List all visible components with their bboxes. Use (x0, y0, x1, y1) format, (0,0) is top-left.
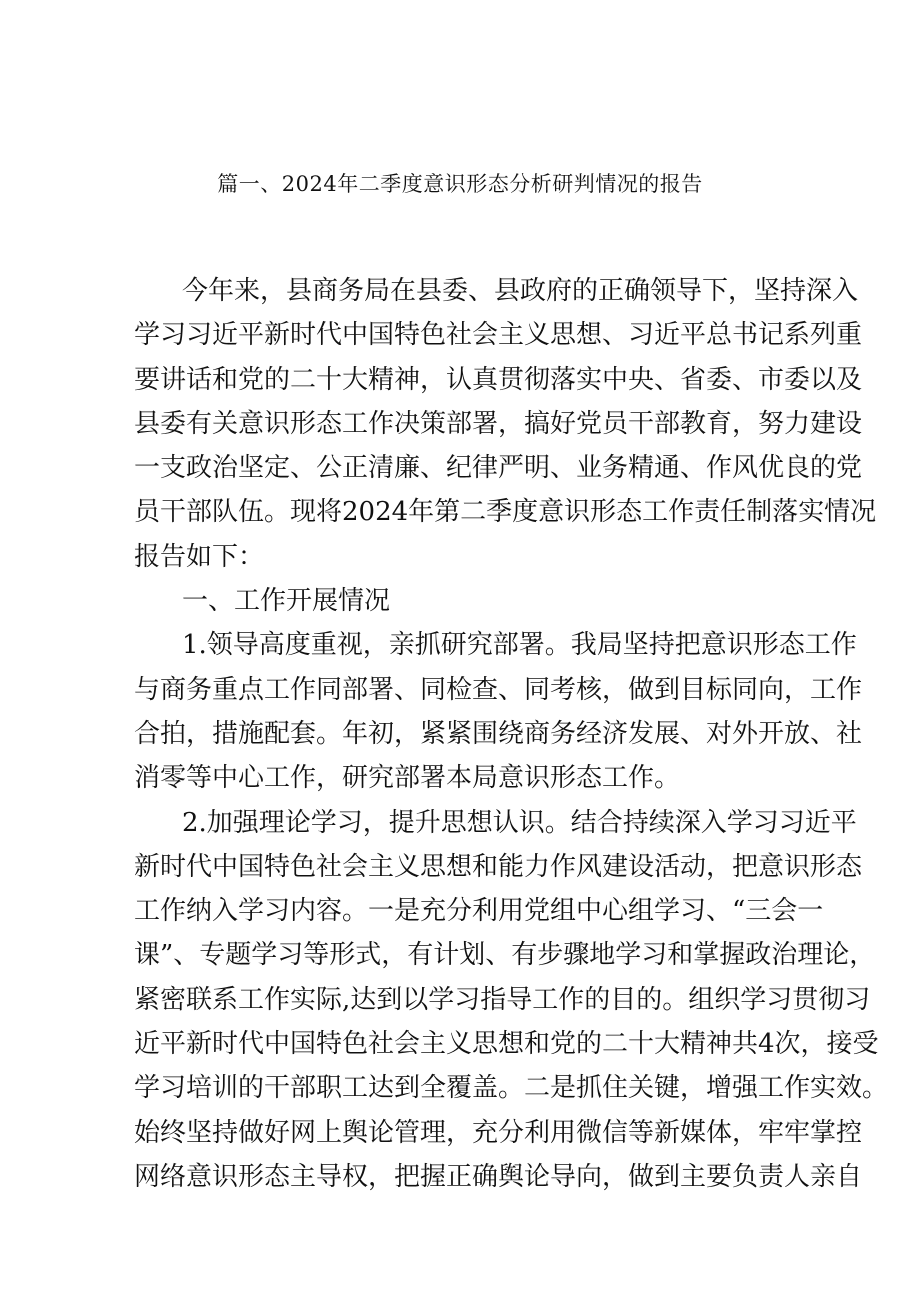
text-line: 网络意识形态主导权，把握正确舆论导向，做到主要负责人亲自 (134, 1161, 863, 1192)
text-line: 1.领导高度重视，亲抓研究部署。我局坚持把意识形态工作 (182, 630, 857, 661)
text-line: 始终坚持做好网上舆论管理，充分利用微信等新媒体，牢牢掌控 (134, 1117, 863, 1148)
text-line: 报告如下： (134, 541, 265, 572)
text-line: 一支政治坚定、公正清廉、纪律严明、业务精通、作风优良的党 (134, 453, 863, 484)
document-body (134, 269, 889, 1199)
text-line: 消零等中心工作，研究部署本局意识形态工作。 (134, 763, 681, 794)
text-line: 2.加强理论学习，提升思想认识。结合持续深入学习习近平 (182, 807, 857, 838)
text-line: 新时代中国特色社会主义思想和能力作风建设活动，把意识形态 (134, 851, 863, 882)
text-line: 县委有关意识形态工作决策部署，搞好党员干部教育，努力建设 (134, 408, 863, 439)
document-title: 篇一、2024年二季度意识形态分析研判情况的报告 (217, 172, 703, 196)
text-line: 近平新时代中国特色社会主义思想和党的二十大精神共4次，接受 (134, 1029, 879, 1060)
text-line: 工作纳入学习内容。一是充分利用党组中心组学习、“三会一 (134, 896, 824, 927)
text-line: 员干部队伍。现将2024年第二季度意识形态工作责任制落实情况 (134, 497, 877, 528)
text-line: 要讲话和党的二十大精神，认真贯彻落实中央、省委、市委以及 (134, 364, 863, 395)
text-line: 今年来，县商务局在县委、县政府的正确领导下，坚持深入 (182, 276, 859, 306)
section-heading: 一、工作开展情况 (182, 586, 391, 617)
text-line: 与商务重点工作同部署、同检查、同考核，做到目标同向，工作 (134, 674, 863, 705)
text-line: 学习习近平新时代中国特色社会主义思想、习近平总书记系列重 (134, 320, 863, 351)
text-line: 课”、专题学习等形式，有计划、有步骤地学习和掌握政治理论， (134, 940, 876, 971)
text-line: 紧密联系工作实际,达到以学习指导工作的目的。组织学习贯彻习 (134, 984, 871, 1015)
text-line: 合拍，措施配套。年初，紧紧围绕商务经济发展、对外开放、社 (134, 718, 863, 749)
text-line: 学习培训的干部职工达到全覆盖。二是抓住关键，增强工作实效。 (134, 1073, 889, 1104)
